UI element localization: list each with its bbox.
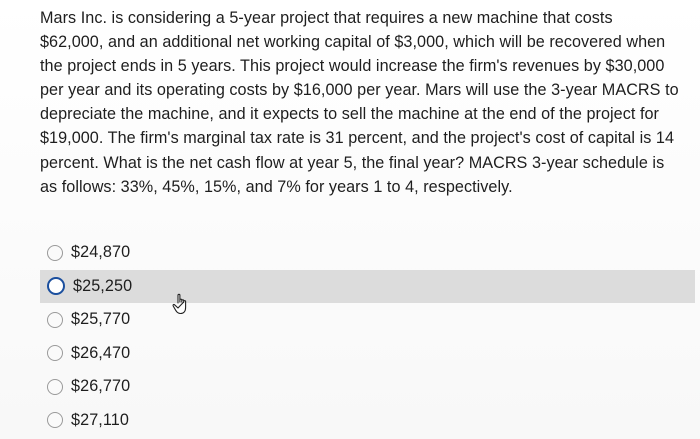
answer-option-label: $26,470 bbox=[71, 343, 131, 362]
answer-option[interactable] bbox=[0, 303, 700, 337]
answer-option-label: $27,110 bbox=[71, 410, 130, 429]
answer-option[interactable] bbox=[0, 337, 700, 371]
answer-option[interactable] bbox=[40, 270, 695, 304]
radio-button[interactable] bbox=[47, 312, 63, 328]
radio-button[interactable] bbox=[47, 277, 65, 295]
answer-option[interactable] bbox=[0, 236, 700, 270]
answer-option[interactable] bbox=[0, 370, 700, 404]
radio-button[interactable] bbox=[47, 379, 63, 395]
answer-option-label: $25,250 bbox=[73, 276, 133, 295]
radio-button[interactable] bbox=[47, 412, 63, 428]
answer-option[interactable] bbox=[0, 404, 700, 438]
radio-button[interactable] bbox=[47, 345, 63, 361]
answer-option-label: $24,870 bbox=[71, 243, 131, 262]
question-text: Mars Inc. is considering a 5-year project that requires a new machine that costs $62,000, and an additional net working capital of $3,000, which will be recovered when the project ends in 5 years. This project would increase the firm's revenues by $30,000 per year and its operating costs by $16,000 per year. Mars will use the 3-year MACRS to depreciate the machine, and it expects to sell the machine at the end of the project for $19,000. The firm's marginal tax rate is 31 percent, and the project's cost of capital is 14 percent. What is the net cash flow at year 5, the final year? MACRS 3-year schedule is as follows: 33%, 45%, 15%, and 7% for years 1 to 4, respectively. bbox=[40, 9, 679, 196]
radio-button[interactable] bbox=[47, 245, 63, 261]
answer-options bbox=[0, 236, 700, 437]
answer-option-label: $26,770 bbox=[71, 377, 131, 396]
hand-pointer-icon bbox=[171, 292, 193, 318]
answer-option-label: $25,770 bbox=[71, 310, 131, 329]
